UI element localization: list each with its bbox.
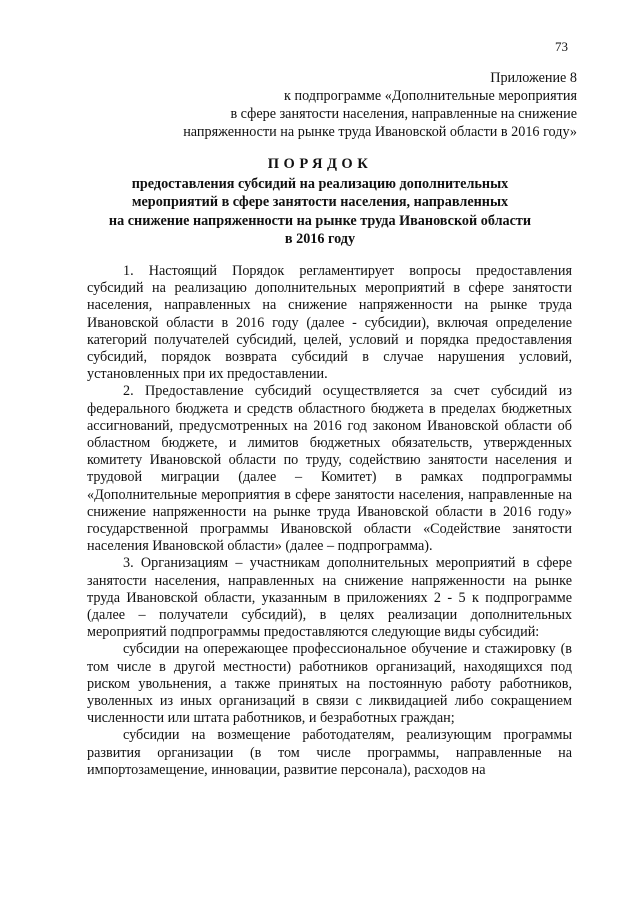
page-number: 73: [555, 39, 568, 54]
paragraph-2: 2. Предоставление субсидий осуществляется за счет субсидий из федерального бюджета и средств областного бюджета в пределах бюджетных ассигнований, предусмотренных на 2016 год законом Ивановской области об областном бюджете, и лимитов бюджетных обязательств, утвержденных комитету Ивановской области по труду, содействию занятости населения и трудовой миграции (далее – Комитет) в рамках подпрограммы «Дополнительные мероприятия в сфере занятости населения, направленные на снижение напряженности на рынке труда Ивановской области в 2016 году» государственной программы Ивановской области «Содействие занятости населения Ивановской области» (далее – подпрограмма).: [87, 383, 572, 555]
appendix-header: [107, 69, 577, 141]
subtitle-line: предоставления субсидий на реализацию дополнительных: [131, 175, 509, 192]
paragraph-1: 1. Настоящий Порядок регламентирует вопросы предоставления субсидий на реализацию дополнительных мероприятий в сфере занятости населения, направленных на снижение напряженности на рынке труда Ивановской области в 2016 году (далее - субсидии), включая определение категорий получателей субсидий, целей, условий и порядка предоставления субсидий, порядок возврата субсидий в случае нарушения условий, установленных при их предоставлении.: [87, 263, 572, 383]
paragraph-3: 3. Организациям – участникам дополнительных мероприятий в сфере занятости населения, направленных на снижение напряженности на рынке труда Ивановской области, указанным в приложениях 2 - 5 к подпрограмме (далее – получатели субсидий), в целях реализации дополнительных мероприятий подпрограммы предоставляются следующие виды субсидий:: [87, 555, 572, 641]
subtitle-line: на снижение напряженности на рынке труда Ивановской области: [108, 212, 532, 229]
subtitle-line: в 2016 году: [284, 231, 356, 247]
document-title: ПОРЯДОК: [267, 156, 373, 172]
document-heading: [70, 155, 570, 249]
subtitle-line: мероприятий в сфере занятости населения, направленных: [131, 194, 509, 210]
appendix-line: в сфере занятости населения, направленные на снижение: [230, 106, 577, 122]
appendix-line: к подпрограмме «Дополнительные мероприятия: [284, 88, 577, 104]
paragraph-subsidy-compensation: субсидии на возмещение работодателям, реализующим программы развития организации (в том числе программы, направленные на импортозамещение, инновации, развитие персонала), расходов на: [87, 727, 572, 778]
document-body: [87, 263, 572, 779]
paragraph-subsidy-training: субсидии на опережающее профессиональное обучение и стажировку (в том числе в другой местности) работников организаций, находящихся под риском увольнения, а также принятых на постоянную работу работников, уволенных из иных организаций в связи с ликвидацией либо сокращением численности или штата работников, и безработных граждан;: [87, 641, 572, 727]
appendix-line: Приложение 8: [490, 70, 577, 86]
appendix-line: напряженности на рынке труда Ивановской области в 2016 году»: [183, 124, 577, 140]
